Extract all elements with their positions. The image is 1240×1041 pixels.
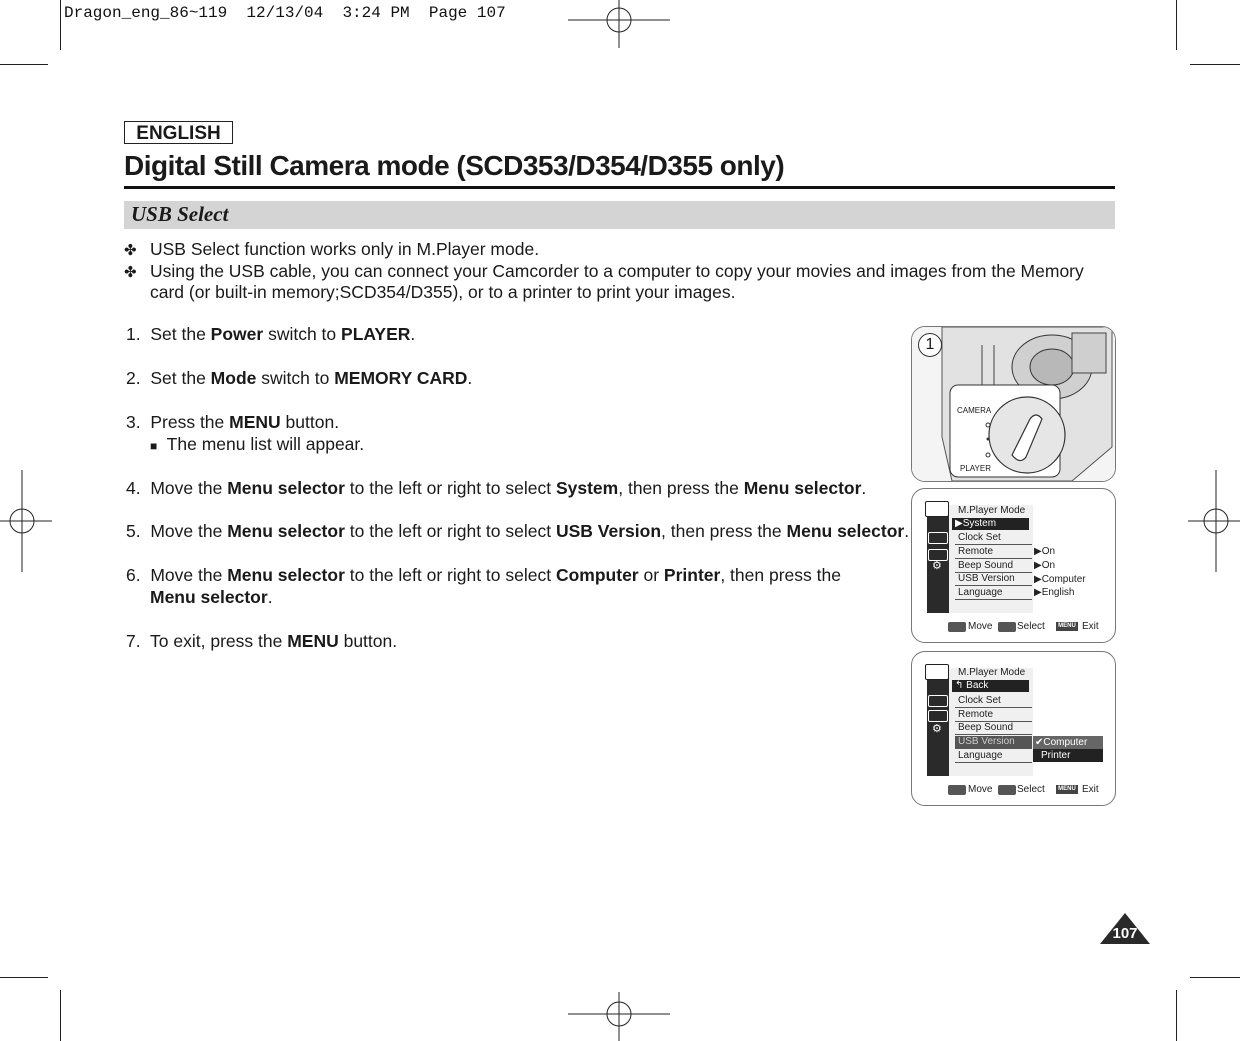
step-badge: 1 bbox=[918, 333, 942, 357]
camcorder-illustration bbox=[912, 327, 1115, 481]
crop-mark bbox=[1176, 0, 1177, 50]
bullet-text-continued: card (or built-in memory;SCD354/D355), or to a printer to print your images. bbox=[150, 282, 736, 302]
menu-item-remote[interactable]: Remote bbox=[955, 709, 1032, 722]
menu-mode-title: M.Player Mode bbox=[958, 667, 1026, 678]
figure-power-switch bbox=[911, 326, 1116, 482]
step-1: 1. Set the Power switch to PLAYER. bbox=[126, 324, 416, 344]
move-icon bbox=[948, 785, 966, 795]
crop-mark bbox=[0, 64, 48, 65]
language-tag: ENGLISH bbox=[124, 121, 233, 144]
menu-item-clock-set[interactable]: Clock Set bbox=[955, 532, 1032, 545]
figure-menu-system bbox=[911, 488, 1116, 643]
footer-select: Select bbox=[1017, 621, 1045, 632]
step-7: 7. To exit, press the MENU button. bbox=[126, 631, 398, 651]
print-header: Dragon_eng_86~119 12/13/04 3:24 PM Page 107 bbox=[64, 4, 506, 22]
gear-icon: ⚙ bbox=[932, 723, 942, 735]
menu-mode-title: M.Player Mode bbox=[958, 505, 1026, 516]
footer-move: Move bbox=[968, 621, 993, 632]
menu-item-usb-version[interactable]: USB Version bbox=[955, 573, 1032, 586]
step-6: 6. Move the Menu selector to the left or right to select Computer or Printer, then press the bbox=[126, 565, 841, 585]
bullet-text: USB Select function works only in M.Player mode. bbox=[150, 239, 540, 259]
section-bar bbox=[124, 201, 1115, 229]
page-number: 107 bbox=[1112, 925, 1138, 942]
menu-item-system[interactable]: ▶System bbox=[952, 518, 1029, 530]
dial-label-camera: CAMERA bbox=[957, 406, 992, 415]
menu-item-beep-sound[interactable]: Beep Sound bbox=[955, 560, 1032, 573]
bullet-text: Using the USB cable, you can connect your Camcorder to a computer to copy your movies and images from the Memory bbox=[150, 261, 1084, 281]
menu-item-remote[interactable]: Remote bbox=[955, 546, 1032, 559]
figure-menu-usb-version bbox=[911, 651, 1116, 806]
value-usb-version: ▶Computer bbox=[1034, 574, 1086, 585]
crop-mark bbox=[60, 0, 61, 50]
value-language: ▶English bbox=[1034, 587, 1075, 598]
bullet-item bbox=[124, 238, 137, 262]
tape-tab-icon bbox=[928, 532, 948, 544]
registration-mark-left bbox=[0, 470, 52, 572]
section-title: USB Select bbox=[131, 202, 229, 226]
gear-icon: ⚙ bbox=[932, 560, 942, 572]
crop-mark bbox=[0, 977, 48, 978]
footer-select: Select bbox=[1017, 784, 1045, 795]
option-printer[interactable]: Printer bbox=[1033, 749, 1103, 762]
footer-exit: Exit bbox=[1082, 621, 1099, 632]
value-beep-sound: ▶On bbox=[1034, 560, 1056, 571]
crop-mark bbox=[60, 990, 61, 1041]
cross-bullet-icon: ✤ bbox=[124, 242, 137, 259]
select-icon bbox=[998, 785, 1016, 795]
dial-label-player: PLAYER bbox=[960, 464, 991, 473]
menu-item-beep-sound[interactable]: Beep Sound bbox=[955, 722, 1032, 735]
step-5: 5. Move the Menu selector to the left or right to select USB Version, then press the Menu selector. bbox=[126, 521, 910, 541]
footer-exit: Exit bbox=[1082, 784, 1099, 795]
menu-item-language[interactable]: Language bbox=[955, 587, 1032, 600]
step-4: 4. Move the Menu selector to the left or right to select System, then press the Menu selector. bbox=[126, 478, 867, 498]
step-6-continued: Menu selector. bbox=[150, 587, 273, 607]
registration-mark-bottom bbox=[568, 992, 670, 1041]
value-remote: ▶On bbox=[1034, 546, 1056, 557]
menu-button-badge: MENU bbox=[1056, 622, 1078, 631]
menu-item-back[interactable]: ↰ Back bbox=[952, 680, 1029, 692]
page-title: Digital Still Camera mode (SCD353/D354/D355 only) bbox=[124, 150, 785, 181]
title-rule bbox=[124, 186, 1115, 189]
menu-item-usb-version[interactable]: USB Version bbox=[955, 736, 1032, 749]
step-3: 3. Press the MENU button. bbox=[126, 412, 340, 432]
footer-move: Move bbox=[968, 784, 993, 795]
menu-button-badge: MENU bbox=[1056, 785, 1078, 794]
move-icon bbox=[948, 622, 966, 632]
camera-tab-icon bbox=[925, 501, 949, 517]
crop-mark bbox=[1190, 64, 1240, 65]
square-bullet-icon: ■ bbox=[150, 439, 158, 453]
tape-tab-icon bbox=[928, 695, 948, 707]
step-2: 2. Set the Mode switch to MEMORY CARD. bbox=[126, 368, 473, 388]
cross-bullet-icon: ✤ bbox=[124, 264, 137, 281]
select-icon bbox=[998, 622, 1016, 632]
crop-mark bbox=[1176, 990, 1177, 1041]
bullet-item bbox=[124, 260, 137, 284]
registration-mark-right bbox=[1188, 470, 1240, 572]
menu-item-clock-set[interactable]: Clock Set bbox=[955, 695, 1032, 708]
menu-item-language[interactable]: Language bbox=[955, 750, 1032, 763]
step-3-sub: ■ The menu list will appear. bbox=[150, 434, 365, 454]
registration-mark-top bbox=[568, 0, 670, 48]
option-computer[interactable]: ✔Computer bbox=[1033, 736, 1103, 749]
crop-mark bbox=[1190, 977, 1240, 978]
tv-tab-icon bbox=[928, 710, 948, 722]
camera-tab-icon bbox=[925, 664, 949, 680]
